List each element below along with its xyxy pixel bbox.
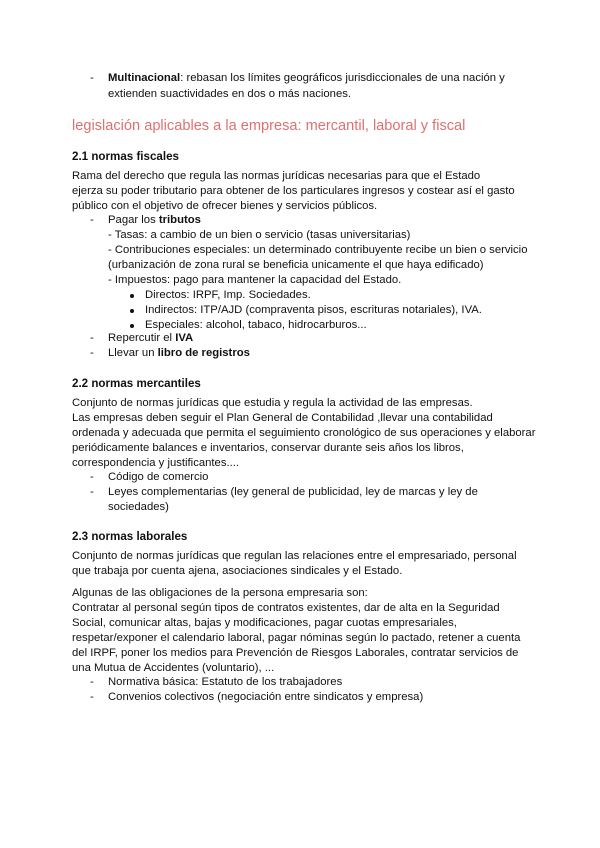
mercantil-title: 2.2 normas mercantiles — [72, 377, 201, 390]
fiscal-para-line: Rama del derecho que regula las normas jurídicas necesarias para que el Estado — [72, 170, 481, 182]
mercantil-item-cont: sociedades) — [108, 501, 169, 513]
intro-line-1 — [108, 71, 505, 86]
laboral-title: 2.3 normas laborales — [72, 530, 188, 543]
laboral-para2-line: Contratar al personal según tipos de contratos existentes, dar de alta en la Seguridad — [72, 602, 500, 614]
llevar-text: Llevar un — [108, 347, 158, 359]
fiscal-title: 2.1 normas fiscales — [72, 150, 179, 163]
pagar-text: Pagar los — [108, 214, 159, 226]
fiscal-para-line: ejerza su poder tributario para obtener de los particulares ingresos y costear así el gasto — [72, 185, 515, 197]
intro-label: Multinacional — [108, 72, 181, 84]
impuestos-line: - Impuestos: pago para mantener la capacidad del Estado. — [108, 274, 402, 286]
dash-bullet: - — [90, 486, 94, 498]
mercantil-para-line: periódicamente balances e inventarios, conservar durante seis años los libros, — [72, 442, 464, 454]
contribuciones-line: - Contribuciones especiales: un determinado contribuyente recibe un bien o servicio — [108, 244, 528, 256]
dash-bullet: - — [90, 214, 94, 226]
laboral-item: Normativa básica: Estatuto de los trabajadores — [108, 676, 343, 688]
mercantil-para-line: ordenada y adecuada que permita el seguimiento cronológico de sus operaciones y elaborar — [72, 427, 536, 439]
tasas-line: - Tasas: a cambio de un bien o servicio (tasas universitarias) — [108, 229, 411, 241]
laboral-para2-line: una Mutua de Accidentes (voluntario), ... — [72, 662, 275, 674]
mercantil-para-line: correspondencia y justificantes.... — [72, 457, 240, 469]
dash-bullet: - — [90, 72, 94, 84]
laboral-para1-line: que trabaja por cuenta ajena, asociaciones sindicales y el Estado. — [72, 565, 403, 577]
pagar-item — [108, 213, 201, 228]
impuesto-directos: Directos: IRPF, Imp. Sociedades. — [145, 289, 311, 301]
laboral-item: Convenios colectivos (negociación entre sindicatos y empresa) — [108, 691, 424, 703]
dash-bullet: - — [90, 676, 94, 688]
llevar-bold: libro de registros — [157, 347, 250, 359]
mercantil-para-line: Conjunto de normas jurídicas que estudia y regula la actividad de las empresas. — [72, 397, 473, 409]
mercantil-item: Código de comercio — [108, 471, 209, 483]
section-heading: legislación aplicables a la empresa: mercantil, laboral y fiscal — [72, 118, 466, 134]
mercantil-para-line: Las empresas deben seguir el Plan General de Contabilidad ,llevar una contabilidad — [72, 412, 493, 424]
contribuciones-line-2: (urbanización de zona rural se beneficia unicamente el que haya edificado) — [108, 259, 484, 271]
laboral-para1-line: Conjunto de normas jurídicas que regulan las relaciones entre el empresariado, personal — [72, 550, 517, 562]
dash-bullet: - — [90, 471, 94, 483]
fiscal-para-line: público con el objetivo de ofrecer bienes y servicios públicos. — [72, 200, 378, 212]
dash-bullet: - — [90, 691, 94, 703]
intro-text: : rebasan los límites geográficos jurisdiccionales de una nación y — [180, 72, 505, 84]
laboral-para2-line: respetar/exponer el calendario laboral, pagar nóminas según lo pactado, retener a cuenta — [72, 632, 521, 644]
laboral-para2-line: Algunas de las obligaciones de la persona empresaria son: — [72, 587, 368, 599]
repercutir-item — [108, 331, 193, 346]
llevar-item — [108, 346, 250, 361]
impuesto-indirectos: Indirectos: ITP/AJD (compraventa pisos, escrituras notariales), IVA. — [145, 304, 482, 316]
mercantil-item: Leyes complementarias (ley general de publicidad, ley de marcas y ley de — [108, 486, 478, 498]
bullet-dot — [130, 294, 134, 298]
bullet-dot — [130, 309, 134, 313]
intro-line-2: extienden suactividades en dos o más naciones. — [108, 88, 352, 100]
dash-bullet: - — [90, 347, 94, 359]
repercutir-text: Repercutir el — [108, 332, 176, 344]
laboral-para2-line: del IRPF, poner los medios para Prevención de Riesgos Laborales, contratar servicios de — [72, 647, 519, 659]
impuesto-especiales: Especiales: alcohol, tabaco, hidrocarburos... — [145, 319, 367, 331]
dash-bullet: - — [90, 332, 94, 344]
pagar-bold: tributos — [158, 214, 201, 226]
bullet-dot — [130, 324, 134, 328]
laboral-para2-line: Social, comunicar altas, bajas y modificaciones, pagar cuotas empresariales, — [72, 617, 457, 629]
repercutir-bold: IVA — [175, 332, 194, 344]
